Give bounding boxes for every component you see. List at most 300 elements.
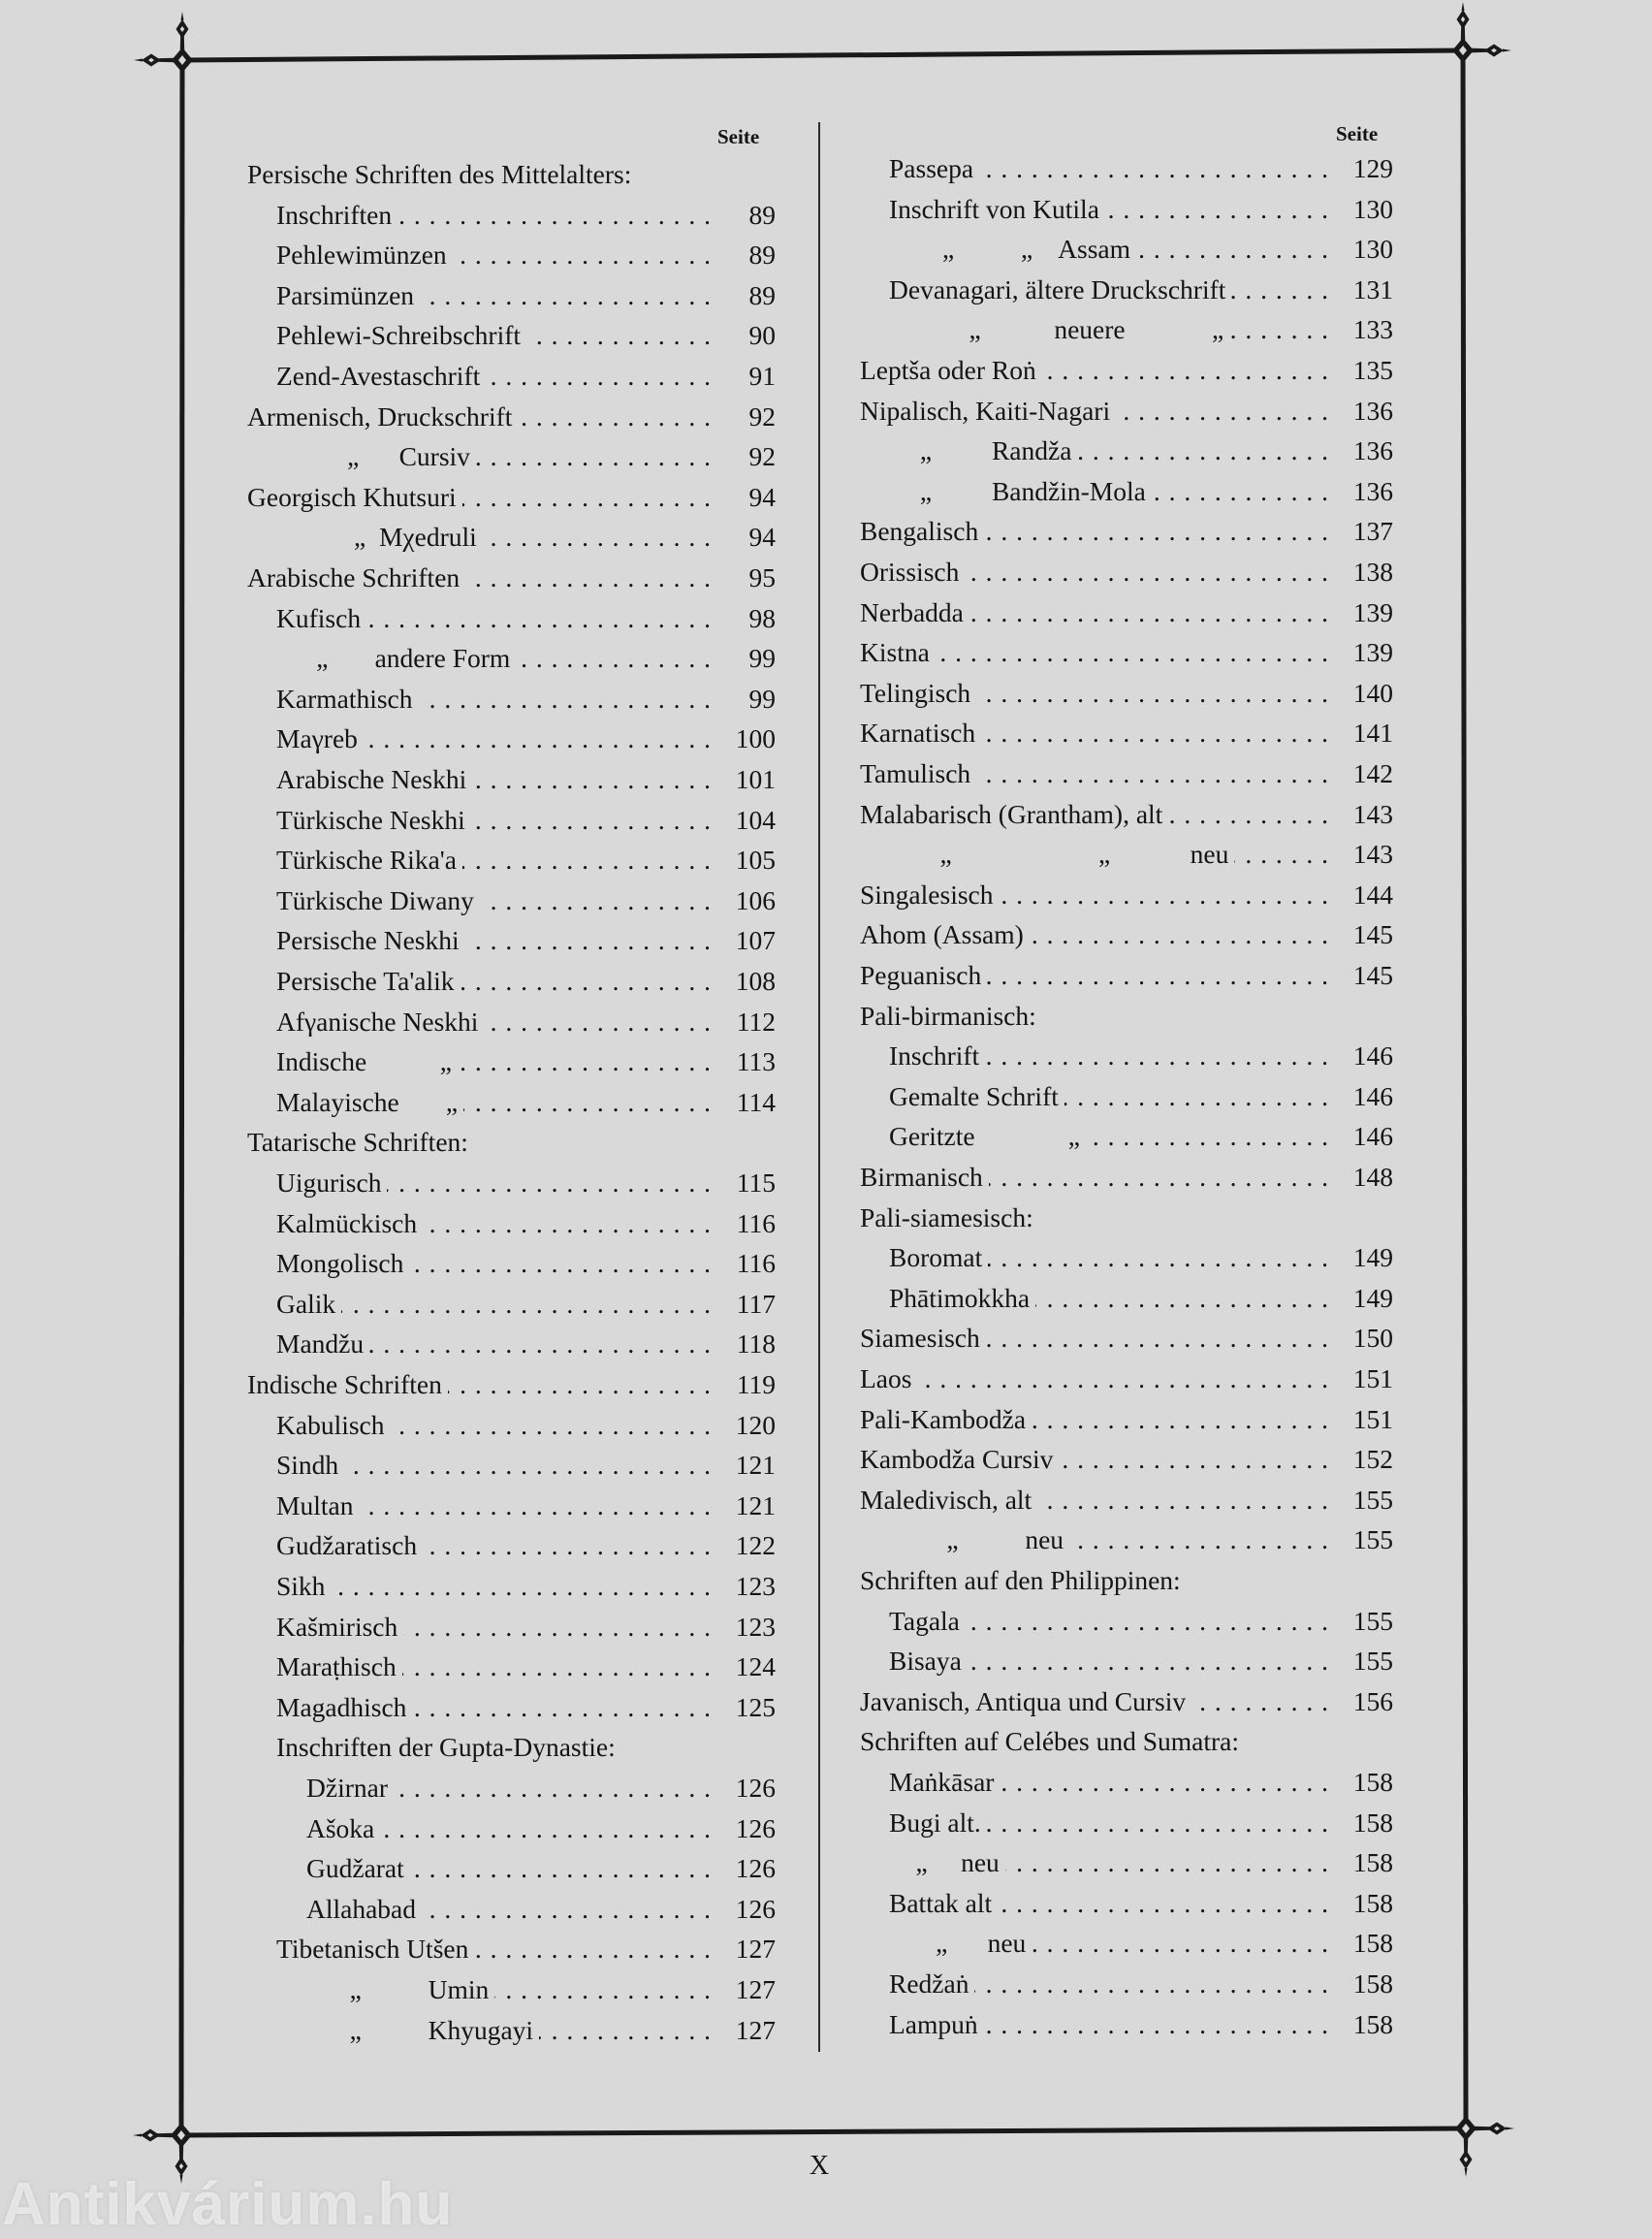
entry-label: Mandžu	[276, 1328, 365, 1359]
page-ref: 151	[1352, 1403, 1393, 1434]
dot-leader	[448, 1364, 712, 1405]
toc-entry	[860, 1036, 1393, 1076]
page-ref: 149	[1352, 1282, 1393, 1313]
page-ref: 114	[736, 1086, 776, 1117]
dot-leader	[1229, 309, 1329, 350]
dot-leader	[391, 1405, 712, 1446]
toc-entry	[247, 1687, 776, 1728]
entry-label: Inschriften der Gupta-Dynastie:	[276, 1732, 616, 1763]
page-ref: 133	[1352, 314, 1393, 345]
corner-ornament-top-right	[1452, 2, 1511, 63]
page-number: X	[809, 2151, 830, 2181]
toc-entry	[247, 1324, 776, 1364]
dot-leader	[1030, 914, 1329, 955]
entry-label: Telingisch	[860, 677, 971, 708]
toc-entry	[247, 961, 776, 1002]
dot-leader	[409, 1243, 712, 1284]
entry-label: Boromat	[889, 1242, 983, 1273]
page-ref: 131	[1352, 273, 1393, 304]
page-ref: 112	[736, 1006, 776, 1037]
toc-entry	[860, 391, 1393, 432]
page-ref: 158	[1352, 2008, 1393, 2039]
toc-entry	[247, 1203, 776, 1244]
entry-label: Parsimünzen	[276, 279, 415, 310]
entry-label: Siamesisch	[860, 1323, 980, 1354]
dot-leader	[1000, 1762, 1329, 1803]
dot-leader	[458, 1041, 712, 1082]
page-ref: 138	[1352, 557, 1393, 587]
entry-label: Bengalisch	[860, 516, 979, 547]
entry-label: Malabarisch (Grantham), alt	[860, 798, 1163, 829]
entry-label: Kalmückisch	[276, 1207, 418, 1238]
entry-label: Zend-Avestaschrift	[276, 361, 481, 391]
entry-label: Kistna	[860, 637, 930, 668]
entry-label: „ Cursiv	[247, 441, 470, 472]
toc-entry	[860, 1883, 1393, 1924]
entry-label: „ neu	[860, 1524, 1064, 1555]
entry-label: „ neu	[889, 1928, 1027, 1959]
toc-entry	[247, 1808, 776, 1849]
dot-leader	[1077, 431, 1329, 471]
page-ref: 130	[1352, 193, 1393, 224]
entry-label: Leptša oder Roṅ	[860, 355, 1036, 385]
dot-leader	[984, 2004, 1329, 2045]
dot-leader	[1136, 229, 1329, 270]
toc-entry	[247, 638, 776, 679]
entry-label: Persische Ta'alik	[276, 966, 455, 996]
toc-entry	[860, 1359, 1393, 1399]
toc-entry	[247, 1525, 776, 1566]
dot-leader	[453, 235, 712, 275]
dot-leader	[965, 552, 1329, 592]
page-ref: 121	[735, 1450, 776, 1481]
entry-label: Bugi alt.	[889, 1807, 981, 1838]
page-ref: 125	[735, 1691, 776, 1722]
dot-leader	[1032, 1923, 1329, 1964]
page-ref: 121	[735, 1489, 776, 1520]
entry-label: Türkische Diwany	[276, 884, 474, 915]
page-ref: 99	[748, 643, 776, 674]
entry-label: „ Randža	[860, 435, 1072, 466]
toc-entry	[860, 632, 1393, 673]
entry-label: Maraṭhisch	[276, 1651, 397, 1682]
dot-leader	[526, 315, 712, 356]
entry-label: Pali-Kambodža	[860, 1403, 1027, 1434]
toc-entry	[247, 1405, 776, 1446]
dot-leader	[403, 1607, 712, 1647]
page-ref: 123	[735, 1571, 776, 1601]
entry-label: Lampuṅ	[889, 2008, 978, 2039]
dot-leader	[518, 397, 712, 437]
entry-label: Multan	[276, 1489, 354, 1520]
page-ref: 117	[736, 1288, 776, 1319]
page-ref: 91	[748, 361, 776, 391]
entry-label: „ neu	[889, 1847, 1000, 1878]
dot-leader	[969, 592, 1329, 633]
corner-ornament-bottom-right	[1455, 2116, 1514, 2177]
entry-label: Nerbadda	[860, 596, 964, 627]
toc-entry	[860, 148, 1393, 189]
page-ref: 126	[735, 1773, 776, 1803]
left-page-column-header: Seite	[717, 125, 760, 148]
toc-entry	[247, 759, 776, 800]
dot-leader	[1035, 1278, 1329, 1319]
dot-leader	[423, 1525, 712, 1566]
entry-label: Gemalte Schrift	[889, 1080, 1059, 1111]
entry-label: Kašmirisch	[276, 1611, 398, 1642]
toc-entry	[860, 955, 1393, 996]
toc-entry	[860, 1601, 1393, 1642]
page-ref: 127	[735, 1934, 776, 1965]
toc-entry	[247, 275, 776, 316]
dot-leader	[410, 1848, 712, 1889]
entry-label: „ andere Form	[276, 643, 511, 674]
dot-leader	[419, 679, 712, 720]
dot-leader	[1000, 875, 1330, 915]
toc-entry	[247, 719, 776, 759]
toc-entry	[247, 477, 776, 518]
toc-entry	[860, 552, 1393, 592]
dot-leader	[1059, 1439, 1329, 1480]
entry-label: Inschrift	[889, 1040, 980, 1072]
entry-label: Afγanische Neskhi	[276, 1006, 479, 1037]
page-ref: 108	[735, 966, 776, 996]
dot-leader	[989, 1157, 1329, 1198]
dot-leader	[484, 1002, 712, 1042]
dot-leader	[936, 632, 1329, 673]
entry-label: Tatarische Schriften:	[247, 1127, 468, 1158]
entry-label: Devanagari, ältere Druckschrift	[889, 273, 1226, 304]
toc-entry	[860, 794, 1393, 835]
column-divider	[818, 122, 820, 2052]
dot-leader	[976, 673, 1329, 714]
toc-entry	[860, 834, 1393, 875]
page-ref: 143	[1352, 798, 1393, 829]
dot-leader	[359, 1486, 712, 1526]
entry-label: Laos	[860, 1363, 912, 1393]
entry-label: Redžaṅ	[889, 1968, 969, 1999]
toc-entry	[860, 1762, 1393, 1803]
toc-entry	[860, 592, 1393, 633]
page-ref: 100	[735, 723, 776, 754]
entry-label: Passepa	[889, 153, 974, 183]
entry-label: Allahabad	[306, 1893, 417, 1924]
toc-entry	[247, 598, 776, 639]
toc-entry	[860, 471, 1393, 512]
toc-entry	[247, 679, 776, 720]
page-ref: 94	[748, 522, 776, 553]
dot-leader	[423, 1203, 712, 1244]
toc-entry	[860, 753, 1393, 794]
entry-label: „ neuere „	[889, 314, 1224, 345]
toc-section-heading	[860, 1721, 1393, 1762]
dot-leader	[1005, 1842, 1329, 1883]
page-ref: 145	[1352, 960, 1393, 990]
dot-leader	[422, 1889, 712, 1930]
dot-leader	[966, 1601, 1329, 1642]
page-ref: 98	[748, 602, 776, 633]
toc-entry	[247, 1284, 776, 1325]
dot-leader	[1042, 350, 1329, 391]
toc-entry	[860, 1439, 1393, 1480]
entry-label: Pehlewimünzen	[276, 240, 447, 271]
dot-leader	[987, 1803, 1329, 1843]
toc-entry	[247, 558, 776, 598]
dot-leader	[380, 1808, 712, 1849]
entry-label: Tibetanisch Utšen	[276, 1934, 469, 1965]
toc-entry	[860, 914, 1393, 955]
dot-leader	[979, 148, 1329, 189]
entry-label: Džirnar	[306, 1773, 388, 1803]
toc-entry	[247, 840, 776, 880]
entry-label: Türkische Rika'a	[276, 845, 457, 876]
page-ref: 143	[1352, 839, 1393, 870]
toc-entry	[247, 315, 776, 356]
entry-label: Battak alt	[889, 1887, 993, 1918]
dot-leader	[402, 1647, 712, 1687]
dot-leader	[331, 1566, 712, 1607]
toc-entry	[860, 1923, 1393, 1964]
watermark: Antikvárium.hu	[2, 2171, 454, 2238]
entry-label: Gudžarat	[306, 1853, 404, 1884]
entry-label: Maledivisch, alt	[860, 1484, 1032, 1515]
page-ref: 107	[735, 925, 776, 956]
page-ref: 136	[1352, 475, 1393, 506]
dot-leader	[1064, 1076, 1329, 1117]
toc-entry	[247, 1002, 776, 1042]
toc-entry	[860, 2004, 1393, 2045]
page-ref: 95	[748, 562, 776, 592]
toc-section-heading	[860, 996, 1393, 1037]
toc-entry	[860, 229, 1393, 270]
dot-leader	[1234, 834, 1329, 875]
page-ref: 126	[735, 1812, 776, 1843]
toc-entry	[247, 1607, 776, 1647]
entry-label: „ Khyugayi	[276, 2014, 534, 2045]
toc-entry	[860, 1964, 1393, 2004]
dot-leader	[917, 1359, 1329, 1399]
dot-leader	[516, 638, 712, 679]
dot-leader	[1069, 1519, 1329, 1560]
page-ref: 158	[1352, 1928, 1393, 1959]
toc-entry	[860, 673, 1393, 714]
page-ref: 126	[735, 1893, 776, 1924]
page-ref: 136	[1352, 395, 1393, 426]
entry-label: Bisaya	[889, 1646, 962, 1677]
dot-leader	[1191, 1681, 1329, 1722]
dot-leader	[462, 840, 712, 880]
toc-entry	[860, 1318, 1393, 1359]
entry-label: Georgisch Khutsuri	[247, 481, 457, 512]
page-ref: 126	[735, 1853, 776, 1884]
toc-entry	[860, 189, 1393, 230]
dot-leader	[420, 275, 712, 316]
dot-leader	[1037, 1480, 1329, 1520]
toc-entry	[247, 1768, 776, 1808]
toc-entry	[860, 431, 1393, 471]
toc-section-heading	[247, 1727, 776, 1768]
toc-entry	[860, 713, 1393, 753]
toc-entry	[247, 920, 776, 961]
dot-leader	[476, 436, 712, 477]
page-ref: 104	[735, 804, 776, 835]
page-ref: 155	[1352, 1484, 1393, 1515]
toc-entry	[247, 1647, 776, 1687]
toc-section-heading	[860, 1198, 1393, 1238]
dot-leader	[1168, 794, 1329, 835]
toc-entry	[860, 1157, 1393, 1198]
dot-leader	[474, 1929, 712, 1969]
toc-entry	[247, 1082, 776, 1123]
page-ref: 89	[748, 279, 776, 310]
toc-entry	[247, 800, 776, 841]
page-ref: 136	[1352, 435, 1393, 466]
toc-entry	[247, 1445, 776, 1486]
dot-leader	[974, 1964, 1329, 2004]
page-ref: 141	[1352, 718, 1393, 749]
dot-leader	[483, 517, 712, 558]
entry-label: Javanisch, Antiqua und Cursiv	[860, 1685, 1187, 1716]
entry-label: Armenisch, Druckschrift	[247, 400, 513, 432]
page-ref: 155	[1352, 1605, 1393, 1636]
dot-leader	[344, 1445, 712, 1486]
dot-leader	[1086, 1116, 1329, 1157]
page-ref: 120	[735, 1409, 776, 1440]
entry-label: „ Bandžin-Mola	[860, 475, 1146, 506]
toc-entry	[247, 1969, 776, 2010]
dot-leader	[968, 1641, 1329, 1681]
entry-label: Inschrift von Kutila	[889, 193, 1099, 224]
toc-entry	[860, 1519, 1393, 1560]
page-ref: 150	[1352, 1323, 1393, 1354]
dot-leader	[471, 800, 712, 841]
page-ref: 127	[735, 1974, 776, 2004]
page-ref: 146	[1352, 1040, 1393, 1072]
page-ref: 135	[1352, 355, 1393, 385]
entry-label: Malayische „	[276, 1086, 459, 1117]
toc-entry	[247, 1243, 776, 1284]
entry-label: Indische Schriften	[247, 1369, 442, 1399]
toc-entry	[860, 1399, 1393, 1440]
page-ref: 90	[748, 320, 776, 351]
toc-right-column	[860, 148, 1393, 2049]
entry-label: Mongolisch	[276, 1248, 404, 1279]
entry-label: Pali-birmanisch:	[860, 1000, 1036, 1031]
entry-label: „ Mχedruli	[247, 522, 477, 553]
toc-entry	[247, 436, 776, 477]
toc-entry	[860, 1076, 1393, 1117]
entry-label: Ahom (Assam)	[860, 919, 1024, 950]
entry-label: Magadhisch	[276, 1691, 407, 1722]
toc-entry	[247, 195, 776, 236]
entry-label: Geritzte „	[889, 1121, 1081, 1152]
page-ref: 139	[1352, 637, 1393, 668]
entry-label: Kabulisch	[276, 1409, 385, 1440]
entry-label: Orissisch	[860, 557, 960, 587]
toc-entry	[247, 397, 776, 437]
page-ref: 124	[735, 1651, 776, 1682]
entry-label: Kufisch	[276, 602, 362, 633]
entry-label: Maγreb	[276, 723, 358, 754]
page-ref: 151	[1352, 1363, 1393, 1393]
page-ref: 158	[1352, 1767, 1393, 1797]
page-ref: 155	[1352, 1524, 1393, 1555]
entry-label: Pehlewi-Schreibschrift	[276, 320, 522, 351]
page-ref: 130	[1352, 234, 1393, 265]
dot-leader	[364, 719, 712, 759]
page-ref: 116	[736, 1248, 776, 1279]
page-ref: 119	[736, 1369, 776, 1399]
entry-label: Indische „	[276, 1046, 452, 1077]
page-ref: 158	[1352, 1887, 1393, 1918]
entry-label: „ „ Assam	[889, 234, 1131, 265]
dot-leader	[366, 598, 712, 639]
dot-leader	[986, 1318, 1329, 1359]
entry-label: Ašoka	[306, 1812, 375, 1843]
toc-entry	[247, 1929, 776, 1969]
entry-label: Gudžaratisch	[276, 1530, 418, 1561]
toc-entry	[860, 1641, 1393, 1681]
entry-label: „ „ neu	[860, 839, 1229, 870]
page-ref: 105	[735, 845, 776, 876]
toc-entry	[247, 1566, 776, 1607]
page-ref: 146	[1352, 1080, 1393, 1111]
toc-entry	[247, 1163, 776, 1203]
page-ref: 155	[1352, 1646, 1393, 1677]
dot-leader	[1116, 391, 1329, 432]
dot-leader	[984, 511, 1329, 552]
toc-entry	[860, 1278, 1393, 1319]
toc-entry	[860, 350, 1393, 391]
page-ref: 101	[735, 764, 776, 794]
page-ref: 118	[736, 1328, 776, 1359]
page-ref: 144	[1352, 879, 1393, 910]
toc-entry	[247, 1364, 776, 1405]
page-ref: 139	[1352, 596, 1393, 627]
right-page-column-header: Seite	[1336, 122, 1379, 145]
toc-entry	[860, 1480, 1393, 1520]
dot-leader	[494, 1969, 712, 2010]
dot-leader	[465, 558, 712, 598]
dot-leader	[412, 1687, 712, 1728]
page-ref: 158	[1352, 1847, 1393, 1878]
toc-section-heading	[247, 154, 776, 195]
page-ref: 148	[1352, 1162, 1393, 1192]
toc-entry	[247, 235, 776, 275]
page-ref: 137	[1352, 516, 1393, 547]
page-ref: 156	[1352, 1685, 1393, 1716]
page-ref: 158	[1352, 1968, 1393, 1999]
page-ref: 92	[748, 441, 776, 472]
dot-leader	[397, 195, 712, 236]
page-ref: 92	[748, 400, 776, 432]
dot-leader	[539, 2010, 712, 2051]
dot-leader	[465, 920, 712, 961]
toc-entry	[860, 270, 1393, 310]
toc-entry	[860, 875, 1393, 915]
entry-label: Birmanisch	[860, 1162, 983, 1192]
page-ref: 146	[1352, 1121, 1393, 1152]
entry-label: Singalesisch	[860, 879, 994, 910]
page-ref: 149	[1352, 1242, 1393, 1273]
entry-label: Karmathisch	[276, 683, 413, 714]
entry-label: Inschriften	[276, 199, 393, 230]
page-ref: 158	[1352, 1807, 1393, 1838]
dot-leader	[480, 880, 712, 921]
dot-leader	[1032, 1399, 1329, 1440]
entry-label: Persische Schriften des Mittelalters:	[247, 159, 632, 189]
dot-leader	[988, 1237, 1329, 1278]
